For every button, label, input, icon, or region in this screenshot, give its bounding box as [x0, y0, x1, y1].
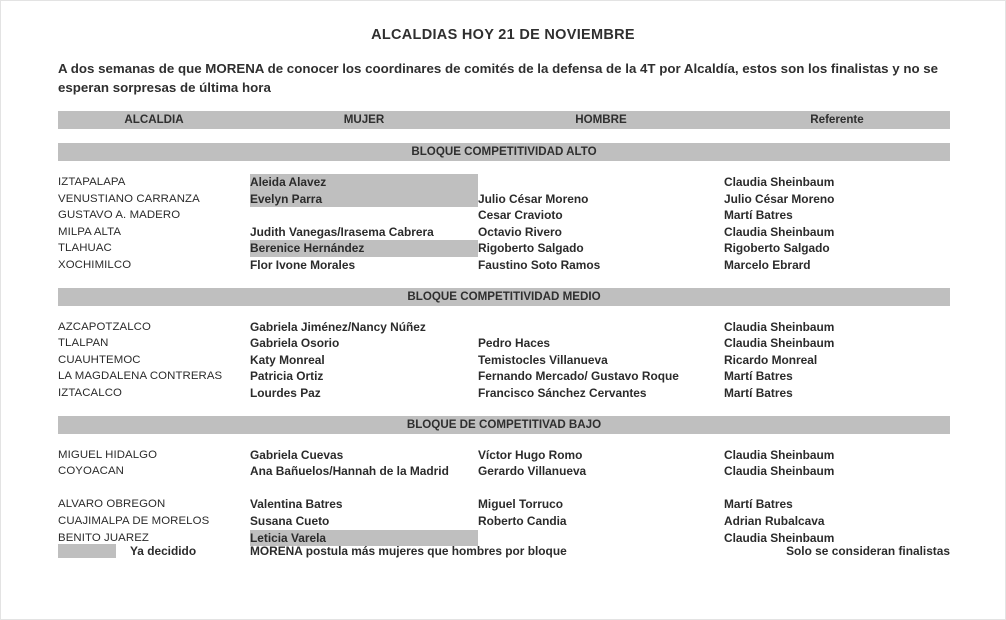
cell-mujer: Evelyn Parra	[250, 191, 478, 208]
table-row	[58, 463, 950, 480]
cell-hombre: Temistocles Villanueva	[478, 352, 608, 367]
cell-referente: Martí Batres	[724, 385, 793, 400]
block-rows-medio	[58, 319, 950, 402]
cell-referente: Claudia Sheinbaum	[724, 224, 835, 239]
cell-mujer: Gabriela Osorio	[250, 336, 340, 351]
cell-alcaldia: TLAHUAC	[58, 242, 112, 255]
legend-label-decided: Ya decidido	[130, 544, 197, 558]
cell-hombre: Gerardo Villanueva	[478, 464, 587, 479]
cell-hombre: Octavio Rivero	[478, 224, 562, 239]
table-row	[58, 191, 950, 208]
block-header-medio: BLOQUE COMPETITIVIDAD MEDIO	[58, 288, 950, 306]
table-row	[58, 319, 950, 336]
cell-hombre: Francisco Sánchez Cervantes	[478, 385, 647, 400]
block-rows-bajo	[58, 447, 950, 547]
cell-referente: Adrian Rubalcava	[724, 513, 825, 528]
cell-mujer: Aleida Alavez	[250, 174, 478, 191]
cell-hombre: Julio César Moreno	[478, 191, 589, 206]
lead-paragraph: A dos semanas de que MORENA de conocer los coordinares de comités de la defensa de la 4T por Alcaldía, estos son los finalistas y no se esperan sorpresas de última hora	[58, 61, 939, 95]
column-header-referente: Referente	[810, 113, 864, 126]
cell-hombre: Pedro Haces	[478, 336, 551, 351]
cell-referente: Claudia Sheinbaum	[724, 336, 835, 351]
table-row	[58, 513, 950, 530]
cell-mujer: Gabriela Jiménez/Nancy Núñez	[250, 319, 426, 334]
cell-mujer: Flor Ivone Morales	[250, 257, 356, 272]
cell-mujer: Ana Bañuelos/Hannah de la Madrid	[250, 464, 449, 479]
cell-referente: Marcelo Ebrard	[724, 257, 811, 272]
cell-hombre: Rigoberto Salgado	[478, 241, 584, 256]
page-title: ALCALDIAS HOY 21 DE NOVIEMBRE	[371, 27, 635, 43]
cell-referente: Claudia Sheinbaum	[724, 447, 835, 462]
cell-alcaldia: MIGUEL HIDALGO	[58, 448, 158, 461]
table-row	[58, 207, 950, 224]
table-row	[58, 174, 950, 191]
cell-referente: Claudia Sheinbaum	[724, 175, 835, 189]
cell-alcaldia: XOCHIMILCO	[58, 258, 132, 271]
cell-mujer: Gabriela Cuevas	[250, 447, 344, 462]
cell-mujer: Valentina Batres	[250, 497, 343, 512]
cell-referente: Martí Batres	[724, 369, 793, 384]
cell-mujer: Leticia Varela	[250, 530, 478, 547]
cell-alcaldia: CUAUHTEMOC	[58, 353, 141, 366]
cell-referente: Claudia Sheinbaum	[724, 530, 835, 545]
table-row	[58, 496, 950, 513]
cell-referente: Julio César Moreno	[724, 191, 835, 206]
legend-swatch-decided	[58, 544, 116, 558]
cell-alcaldia: MILPA ALTA	[58, 225, 122, 238]
cell-alcaldia: LA MAGDALENA CONTRERAS	[58, 370, 223, 383]
cell-mujer: Judith Vanegas/Irasema Cabrera	[250, 224, 434, 239]
column-header-alcaldia: ALCALDIA	[124, 113, 184, 126]
alcaldias-table	[58, 111, 950, 546]
cell-alcaldia: COYOACAN	[58, 465, 124, 478]
cell-alcaldia: AZCAPOTZALCO	[58, 320, 151, 333]
cell-hombre: Cesar Cravioto	[478, 208, 563, 223]
table-row	[58, 335, 950, 352]
cell-alcaldia: BENITO JUAREZ	[58, 531, 149, 544]
table-row	[58, 240, 950, 257]
column-header-mujer: MUJER	[343, 113, 385, 126]
cell-alcaldia: CUAJIMALPA DE MORELOS	[58, 514, 210, 527]
cell-alcaldia: IZTAPALAPA	[58, 176, 126, 188]
table-row	[58, 447, 950, 464]
block-rows-alto	[58, 174, 950, 274]
cell-referente: Claudia Sheinbaum	[724, 464, 835, 479]
cell-mujer: Susana Cueto	[250, 513, 330, 528]
table-blocks	[58, 143, 950, 546]
cell-alcaldia: GUSTAVO A. MADERO	[58, 209, 181, 222]
cell-referente: Martí Batres	[724, 497, 793, 512]
cell-hombre: Miguel Torruco	[478, 497, 563, 512]
table-row	[58, 224, 950, 241]
cell-referente: Ricardo Monreal	[724, 352, 818, 367]
cell-mujer: Berenice Hernández	[250, 240, 478, 257]
cell-hombre: Víctor Hugo Romo	[478, 447, 583, 462]
legend-note-center: MORENA postula más mujeres que hombres por bloque	[250, 544, 567, 558]
cell-alcaldia: IZTACALCO	[58, 386, 122, 399]
cell-hombre: Faustino Soto Ramos	[478, 257, 601, 272]
cell-alcaldia: VENUSTIANO CARRANZA	[58, 192, 200, 205]
block-header-alto: BLOQUE COMPETITIVIDAD ALTO	[58, 143, 950, 161]
cell-mujer: Lourdes Paz	[250, 385, 321, 400]
legend-row	[58, 544, 950, 558]
table-row	[58, 257, 950, 274]
cell-hombre: Roberto Candia	[478, 513, 567, 528]
block-header-bajo: BLOQUE DE COMPETITIVAD BAJO	[58, 416, 950, 434]
cell-hombre: Fernando Mercado/ Gustavo Roque	[478, 369, 679, 384]
legend-note-right: Solo se consideran finalistas	[786, 544, 950, 558]
column-header-hombre: HOMBRE	[575, 113, 627, 126]
cell-referente: Martí Batres	[724, 208, 793, 223]
row-spacer	[58, 480, 950, 497]
cell-alcaldia: ALVARO OBREGON	[58, 498, 166, 511]
cell-referente: Claudia Sheinbaum	[724, 319, 835, 334]
cell-mujer: Katy Monreal	[250, 352, 325, 367]
cell-referente: Rigoberto Salgado	[724, 241, 830, 256]
cell-mujer: Patricia Ortiz	[250, 369, 324, 384]
table-header-row	[58, 111, 950, 129]
table-row	[58, 385, 950, 402]
cell-alcaldia: TLALPAN	[58, 337, 109, 350]
table-row	[58, 368, 950, 385]
table-row	[58, 352, 950, 369]
